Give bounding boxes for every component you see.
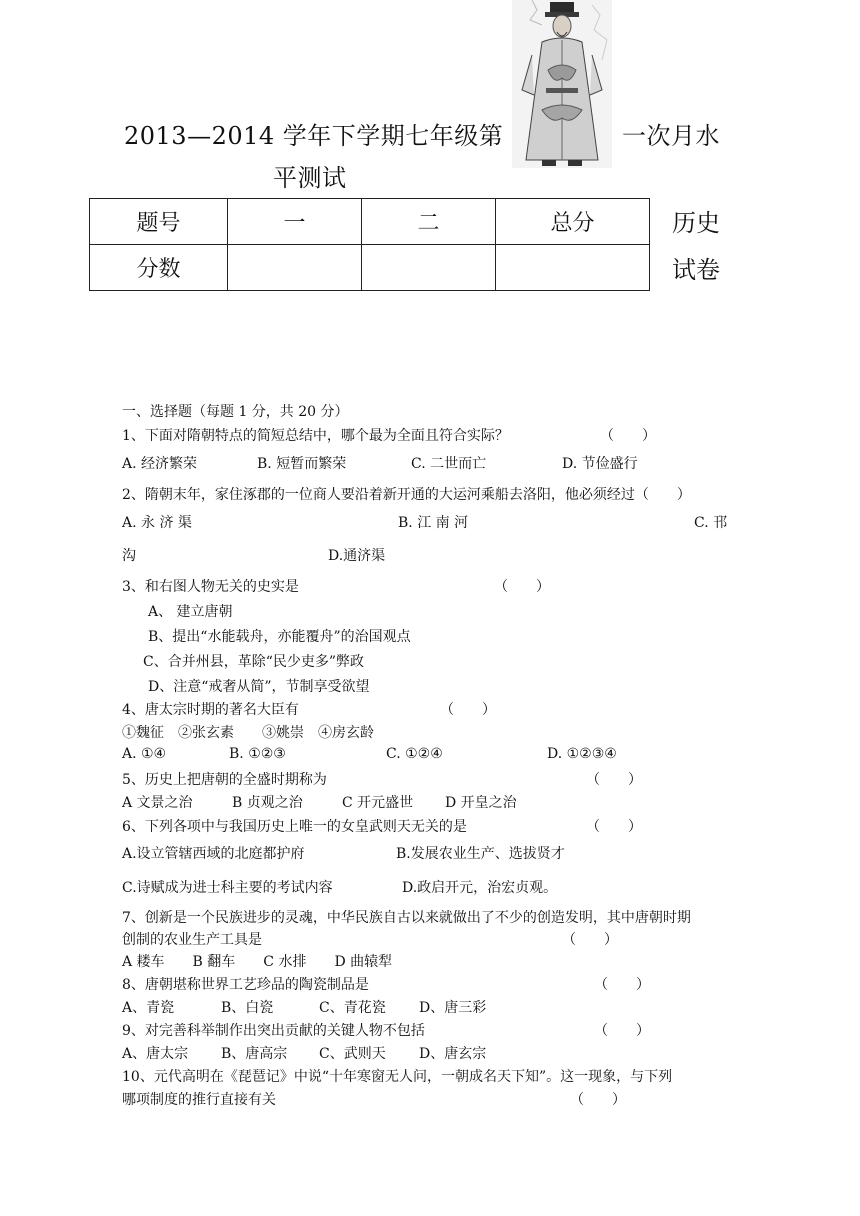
question-4-items: ①魏征 ②张玄素 ③姚崇 ④房玄龄	[122, 725, 374, 741]
option-a: A. ①④	[122, 746, 167, 762]
option-d: D.政启开元，治宏贞观。	[402, 880, 558, 896]
option-b: B. ①②③	[229, 746, 286, 762]
table-header-cell: 总分	[496, 199, 650, 245]
answer-paren: （ ）	[494, 579, 550, 595]
table-header-cell: 一	[228, 199, 362, 245]
option-a: A、 建立唐朝	[148, 604, 233, 620]
option-b: B. 短暂而繁荣	[257, 456, 347, 472]
option-b: B. 江 南 河	[398, 515, 469, 531]
score-cell[interactable]	[496, 245, 650, 291]
option-d: D. ①②③④	[547, 746, 617, 762]
answer-paren: （ ）	[586, 819, 642, 835]
option-c: C. 邗	[694, 515, 728, 531]
option-b: B.发展农业生产、选拔贤才	[396, 846, 565, 862]
title-part1: 2013—2014 学年下学期七年级第	[124, 122, 504, 150]
answer-paren: （ ）	[594, 1023, 650, 1039]
section-heading: 一、选择题（每题 1 分，共 20 分）	[122, 404, 349, 420]
question-5-stem: 5、历史上把唐朝的全盛时期称为	[122, 772, 327, 788]
question-10-stem-cont: 哪项制度的推行直接有关	[122, 1092, 276, 1108]
question-1-stem: 1、下面对隋朝特点的简短总结中，哪个最为全面且符合实际？	[122, 428, 509, 444]
option-c: C 开元盛世	[342, 795, 414, 811]
question-3-stem: 3、和右图人物无关的史实是	[122, 579, 299, 595]
question-9-stem: 9、对完善科举制作出突出贡献的关键人物不包括	[122, 1023, 425, 1039]
score-cell[interactable]	[228, 245, 362, 291]
score-cell[interactable]	[362, 245, 496, 291]
question-6-stem: 6、下列各项中与我国历史上唯一的女皇武则天无关的是	[122, 819, 467, 835]
table-row	[90, 199, 650, 245]
option-b: B 贞观之治	[232, 795, 303, 811]
option-d: D.通济渠	[328, 548, 386, 564]
option-c: C、青花瓷	[319, 1000, 386, 1016]
option-a: A. 经济繁荣	[122, 456, 198, 472]
question-4-stem: 4、唐太宗时期的著名大臣有	[122, 702, 299, 718]
question-10-stem: 10、元代高明在《琵琶记》中说“十年寒窗无人问，一朝成名天下知”。这一现象，与下列	[122, 1069, 673, 1085]
answer-paren: （ ）	[594, 977, 650, 993]
answer-paren: （ ）	[586, 772, 642, 788]
option-a: A.设立管辖西域的北庭都护府	[122, 846, 305, 862]
table-header-cell: 二	[362, 199, 496, 245]
title-part2: 一次月水	[622, 122, 720, 150]
option-d: D. 节俭盛行	[562, 456, 638, 472]
option-b: B、白瓷	[221, 1000, 274, 1016]
option-c: C. 二世而亡	[411, 456, 487, 472]
question-7-options: A 耧车 B 翻车 C 水排 D 曲辕犁	[122, 954, 393, 970]
subject-label-1: 历史	[672, 209, 720, 237]
table-header-cell: 题号	[90, 199, 228, 245]
option-b: B、提出“水能载舟，亦能覆舟”的治国观点	[148, 629, 411, 645]
answer-paren: （ ）	[440, 702, 496, 718]
option-a: A、唐太宗	[122, 1046, 189, 1062]
table-row	[90, 245, 650, 291]
option-d: D 开皇之治	[445, 795, 517, 811]
option-b: B、唐高宗	[221, 1046, 288, 1062]
title-line2: 平测试	[273, 164, 347, 192]
answer-paren: （ ）	[570, 1092, 626, 1108]
question-7-stem-cont: 创制的农业生产工具是	[122, 932, 262, 948]
emperor-portrait-icon	[512, 0, 612, 168]
option-c: C、合并州县，革除“民少吏多”弊政	[143, 654, 365, 670]
option-c: C.诗赋成为进士科主要的考试内容	[122, 880, 333, 896]
option-d: D、注意“戒奢从简”，节制享受欲望	[148, 679, 370, 695]
option-a: A、青瓷	[122, 1000, 175, 1016]
question-7-stem: 7、创新是一个民族进步的灵魂，中华民族自古以来就做出了不少的创造发明，其中唐朝时期	[122, 910, 691, 926]
option-a: A 文景之治	[122, 795, 193, 811]
score-table	[89, 198, 650, 291]
option-c-continued: 沟	[122, 548, 136, 564]
option-c: C. ①②④	[386, 746, 443, 762]
answer-paren: （ ）	[600, 428, 656, 444]
row-label-cell: 分数	[90, 245, 228, 291]
option-c: C、武则天	[319, 1046, 386, 1062]
answer-paren: （ ）	[562, 932, 618, 948]
option-d: D、唐三彩	[419, 1000, 487, 1016]
option-a: A. 永 济 渠	[122, 515, 192, 531]
question-8-stem: 8、唐朝堪称世界工艺珍品的陶瓷制品是	[122, 977, 369, 993]
subject-label-2: 试卷	[672, 256, 720, 284]
question-2-stem: 2、隋朝末年，家住涿郡的一位商人要沿着新开通的大运河乘船去洛阳，他必须经过（ ）	[122, 487, 691, 503]
option-d: D、唐玄宗	[419, 1046, 487, 1062]
